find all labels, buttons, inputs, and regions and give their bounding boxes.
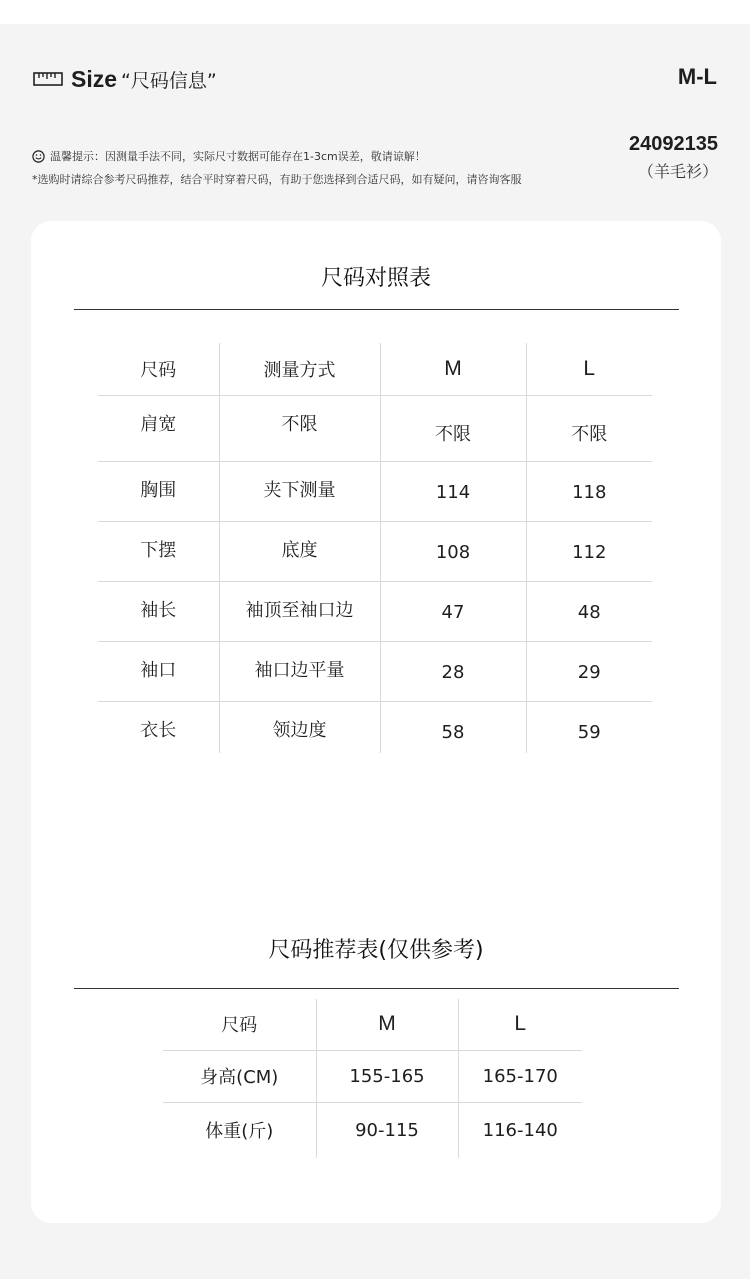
table-row	[98, 521, 652, 581]
smile-icon	[32, 150, 45, 163]
table-cell: 47	[380, 581, 526, 641]
header-cell: 尺码	[163, 999, 316, 1050]
product-code: 24092135	[629, 133, 718, 155]
table-cell: 底度	[219, 521, 380, 581]
table-cell: 108	[380, 521, 526, 581]
table-cell: 袖长	[98, 581, 219, 641]
header-cell: M	[380, 343, 526, 395]
table-cell: 身高(CM)	[163, 1050, 316, 1102]
recommend-chart-divider	[74, 988, 679, 989]
table-cell: 116-140	[458, 1102, 582, 1158]
table-cell: 领边度	[219, 701, 380, 753]
table-row	[98, 581, 652, 641]
header-cell: L	[458, 999, 582, 1050]
header-cell: M	[316, 999, 458, 1050]
table-row	[98, 701, 652, 753]
table-cell: 118	[526, 461, 652, 521]
table-header-row	[98, 343, 652, 395]
size-chart-table	[98, 343, 652, 753]
table-header-row	[163, 999, 582, 1050]
product-type: （羊毛衫）	[637, 162, 718, 181]
table-cell: 袖口	[98, 641, 219, 701]
size-subtitle: “尺码信息”	[121, 70, 217, 92]
ruler-icon	[33, 72, 63, 86]
table-cell: 48	[526, 581, 652, 641]
table-cell: 肩宽	[98, 395, 219, 461]
table-row	[98, 641, 652, 701]
table-cell: 114	[380, 461, 526, 521]
table-cell: 165-170	[458, 1050, 582, 1102]
table-cell: 58	[380, 701, 526, 753]
size-title-text: Size	[71, 66, 118, 92]
header-cell: 测量方式	[219, 343, 380, 395]
table-cell: 袖口边平量	[219, 641, 380, 701]
size-chart-title: 尺码对照表	[320, 266, 431, 291]
table-cell: 59	[526, 701, 652, 753]
table-row	[163, 1050, 582, 1102]
table-row	[98, 461, 652, 521]
table-cell: 112	[526, 521, 652, 581]
page-title	[71, 64, 217, 96]
table-cell: 夹下测量	[219, 461, 380, 521]
table-cell: 不限	[526, 395, 652, 461]
table-cell: 胸围	[98, 461, 219, 521]
table-cell: 29	[526, 641, 652, 701]
notice-line-1: 温馨提示：因测量手法不同，实际尺寸数据可能存在1-3cm误差，敬请谅解！	[50, 150, 426, 163]
size-range: M-L	[677, 64, 717, 89]
table-cell: 体重(斤)	[205, 1121, 274, 1142]
table-row	[163, 1102, 582, 1158]
size-card	[31, 221, 721, 1223]
table-cell: 下摆	[98, 521, 219, 581]
header-cell: L	[526, 343, 652, 395]
recommend-chart-table	[163, 999, 582, 1158]
top-bar	[0, 0, 750, 24]
table-cell: 衣长	[140, 719, 177, 741]
size-chart-divider	[74, 309, 679, 310]
table-cell: 不限	[380, 395, 526, 461]
table-cell: 90-115	[316, 1102, 458, 1158]
table-cell: 155-165	[316, 1050, 458, 1102]
table-cell: 不限	[219, 395, 380, 461]
recommend-chart-title: 尺码推荐表(仅供参考)	[268, 938, 484, 963]
table-row	[98, 395, 652, 461]
table-cell: 28	[380, 641, 526, 701]
header-cell: 尺码	[98, 343, 219, 395]
table-cell: 袖顶至袖口边	[219, 581, 380, 641]
notice-line-2: *选购时请综合参考尺码推荐，结合平时穿着尺码，有助于您选择到合适尺码，如有疑问，请咨询客服	[32, 173, 522, 186]
